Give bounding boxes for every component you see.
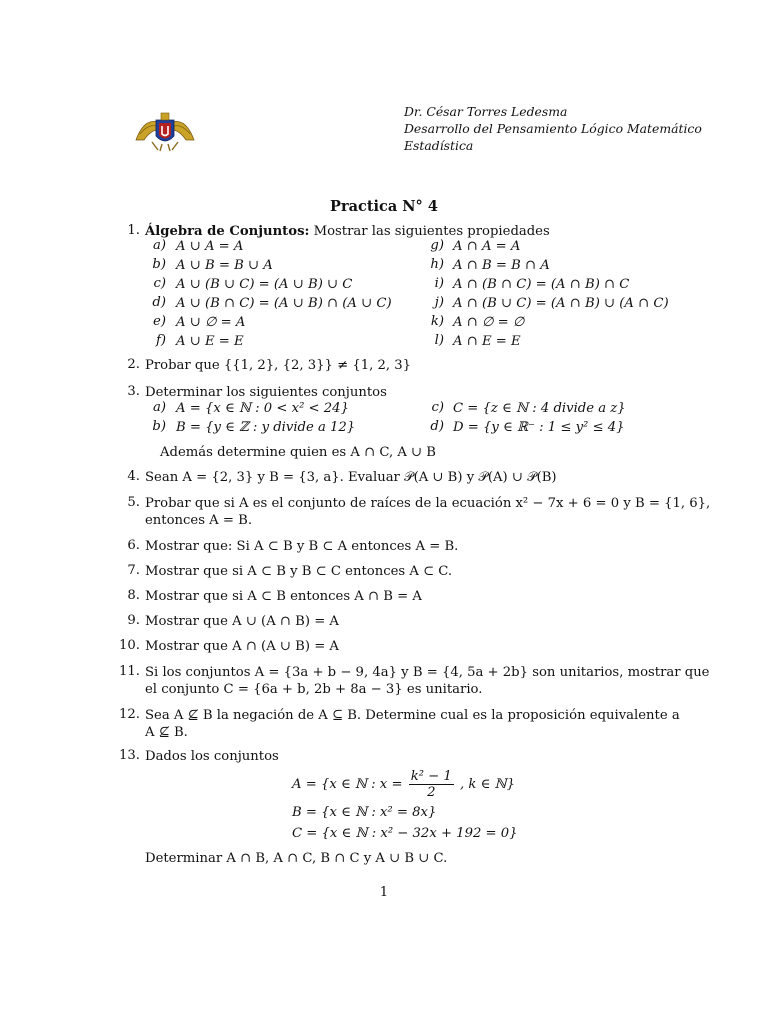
problem-11-line-2: el conjunto C = {6a + b, 2b + 8a − 3} es unitario.	[145, 682, 483, 697]
item-label: i)	[434, 276, 444, 291]
fraction-numerator: k² − 1	[410, 769, 452, 784]
item-label: b)	[152, 419, 166, 434]
set-a-definition: A = {x ∈ ℕ : 0 < x² < 24}	[176, 401, 349, 416]
property-l: A ∩ E = E	[453, 334, 521, 349]
problem-3-extra: Además determine quien es A ∩ C, A ∪ B	[160, 445, 436, 460]
item-label: b)	[152, 257, 166, 272]
problem-9-number: 9.	[127, 613, 140, 628]
program-name: Estadística	[404, 138, 474, 153]
item-label: c)	[431, 400, 444, 415]
property-d: A ∪ (B ∩ C) = (A ∪ B) ∩ (A ∪ C)	[176, 296, 392, 311]
item-label: c)	[153, 276, 166, 291]
set-c-equation: C = {x ∈ ℕ : x² − 32x + 192 = 0}	[292, 826, 518, 841]
property-c: A ∪ (B ∪ C) = (A ∪ B) ∪ C	[176, 277, 353, 292]
course-name: Desarrollo del Pensamiento Lógico Matemático	[404, 121, 702, 136]
problem-6-number: 6.	[127, 538, 140, 553]
problem-5-line-2: entonces A = B.	[145, 513, 253, 528]
set-b-equation: B = {x ∈ ℕ : x² = 8x}	[292, 805, 437, 820]
set-c-definition: C = {z ∈ ℕ : 4 divide a z}	[453, 401, 626, 416]
item-label: a)	[152, 400, 166, 415]
problem-11-line-1: Si los conjuntos A = {3a + b − 9, 4a} y B = {4, 5a + 2b} son unitarios, mostrar que	[145, 665, 710, 680]
author-name: Dr. César Torres Ledesma	[404, 104, 568, 119]
problem-2-number: 2.	[127, 357, 140, 372]
problem-13-final: Determinar A ∩ B, A ∩ C, B ∩ C y A ∪ B ∪ C.	[145, 851, 448, 866]
set-a-lhs: A = {x ∈ ℕ : x =	[292, 777, 403, 792]
problem-12-line-2: A ⊈ B.	[145, 725, 188, 740]
problem-4-text: Sean A = {2, 3} y B = {3, a}. Evaluar 𝒫(A ∪ B) y 𝒫(A) ∪ 𝒫(B)	[145, 470, 557, 485]
property-a: A ∪ A = A	[176, 239, 244, 254]
problem-1-heading: Álgebra de Conjuntos:	[145, 224, 310, 239]
property-g: A ∩ A = A	[453, 239, 521, 254]
property-i: A ∩ (B ∩ C) = (A ∩ B) ∩ C	[453, 277, 630, 292]
property-f: A ∪ E = E	[176, 334, 244, 349]
problem-4-number: 4.	[127, 469, 140, 484]
problem-6-text: Mostrar que: Si A ⊂ B y B ⊂ A entonces A = B.	[145, 539, 459, 554]
page-number: 1	[379, 885, 389, 900]
item-label: j)	[434, 295, 444, 310]
university-logo-icon	[134, 110, 196, 152]
problem-9-text: Mostrar que A ∪ (A ∩ B) = A	[145, 614, 339, 629]
fraction-denominator: 2	[427, 785, 436, 800]
problem-7-text: Mostrar que si A ⊂ B y B ⊂ C entonces A ⊂ C.	[145, 564, 453, 579]
item-label: f)	[155, 333, 166, 348]
problem-5-line-1: Probar que si A es el conjunto de raíces de la ecuación x² − 7x + 6 = 0 y B = {1, 6},	[145, 496, 711, 511]
set-a-rhs: , k ∈ ℕ}	[460, 777, 515, 792]
problem-1-number: 1.	[127, 223, 140, 238]
problem-3-number: 3.	[127, 384, 140, 399]
item-label: e)	[153, 314, 166, 329]
property-b: A ∪ B = B ∪ A	[176, 258, 273, 273]
problem-12-number: 12.	[119, 707, 140, 722]
problem-8-text: Mostrar que si A ⊂ B entonces A ∩ B = A	[145, 589, 422, 604]
item-label: l)	[434, 333, 444, 348]
problem-7-number: 7.	[127, 563, 140, 578]
document-header	[404, 103, 702, 154]
problem-1-intro: Mostrar las siguientes propiedades	[313, 224, 550, 239]
problem-11-number: 11.	[119, 664, 140, 679]
problem-3-text: Determinar los siguientes conjuntos	[145, 385, 387, 400]
item-label: d)	[152, 295, 166, 310]
item-label: h)	[430, 257, 444, 272]
item-label: g)	[430, 238, 444, 253]
property-h: A ∩ B = B ∩ A	[453, 258, 550, 273]
problem-2-text: Probar que {{1, 2}, {2, 3}} ≠ {1, 2, 3}	[145, 358, 412, 373]
fraction	[409, 769, 454, 800]
item-label: d)	[430, 419, 444, 434]
problem-13-number: 13.	[119, 748, 140, 763]
property-j: A ∩ (B ∪ C) = (A ∩ B) ∪ (A ∩ C)	[453, 296, 669, 311]
problem-8-number: 8.	[127, 588, 140, 603]
page-title: Practica N° 4	[330, 198, 438, 215]
problem-10-text: Mostrar que A ∩ (A ∪ B) = A	[145, 639, 339, 654]
item-label: k)	[430, 314, 444, 329]
set-b-definition: B = {y ∈ ℤ : y divide a 12}	[176, 420, 356, 435]
problem-5-number: 5.	[127, 495, 140, 510]
property-e: A ∪ ∅ = A	[176, 315, 246, 330]
set-d-definition: D = {y ∈ ℝ⁻ : 1 ≤ y² ≤ 4}	[453, 420, 625, 435]
problem-12-line-1: Sea A ⊈ B la negación de A ⊆ B. Determine cual es la proposición equivalente a	[145, 708, 680, 723]
item-label: a)	[152, 238, 166, 253]
problem-10-number: 10.	[119, 638, 140, 653]
problem-13-text: Dados los conjuntos	[145, 749, 279, 764]
property-k: A ∩ ∅ = ∅	[453, 315, 525, 330]
set-a-equation	[292, 768, 515, 802]
